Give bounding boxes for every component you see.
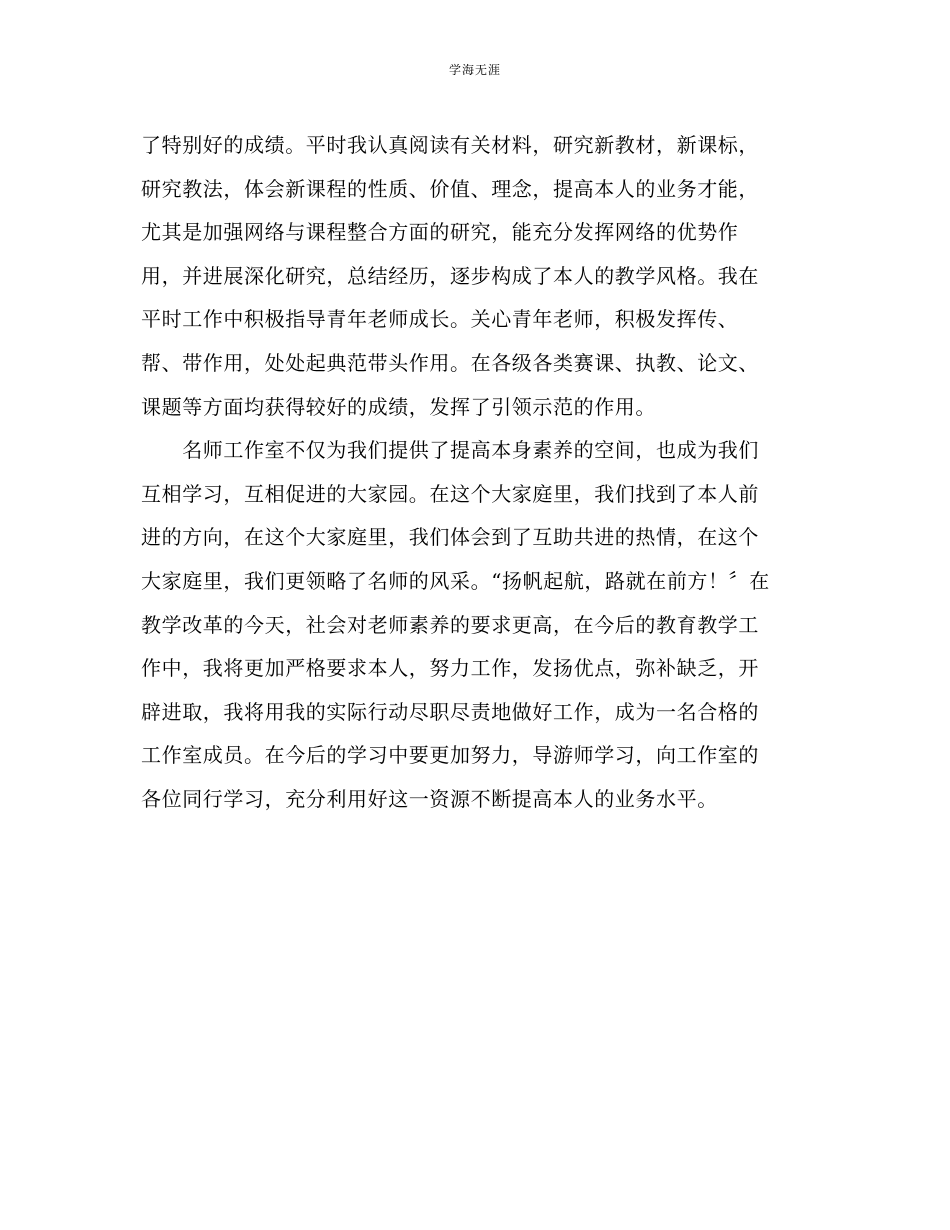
text-line: 名师工作室不仅为我们提供了提高本身素养的空间，也成为我们 bbox=[141, 438, 759, 463]
page-header: 学海无涯 bbox=[448, 63, 501, 77]
body-text bbox=[141, 124, 821, 822]
text-line: 互相学习，互相促进的大家园。在这个大家庭里，我们找到了本人前 bbox=[141, 481, 759, 506]
text-line: 平时工作中积极指导青年老师成长。关心青年老师，积极发挥传、 bbox=[141, 307, 739, 332]
text-line: 帮、带作用，处处起典范带头作用。在各级各类赛课、执教、论文、 bbox=[141, 350, 759, 375]
text-line: 作中，我将更加严格要求本人，努力工作，发扬优点，弥补缺乏，开 bbox=[141, 656, 759, 681]
text-line: 大家庭里，我们更领略了名师的风采。“扬帆起航，路就在前方！〞在 bbox=[141, 568, 770, 593]
text-line: 教学改革的今天，社会对老师素养的要求更高，在今后的教育教学工 bbox=[141, 612, 759, 637]
text-line: 尤其是加强网络与课程整合方面的研究，能充分发挥网络的优势作 bbox=[141, 220, 739, 245]
text-line: 进的方向，在这个大家庭里，我们体会到了互助共进的热情，在这个 bbox=[141, 525, 759, 550]
text-line: 研究教法，体会新课程的性质、价值、理念，提高本人的业务才能， bbox=[141, 176, 759, 201]
text-line: 各位同行学习，充分利用好这一资源不断提高本人的业务水平。 bbox=[141, 786, 718, 811]
text-line: 用，并进展深化研究，总结经历，逐步构成了本人的教学风格。我在 bbox=[141, 263, 759, 288]
text-line: 工作室成员。在今后的学习中要更加努力，导游师学习，向工作室的 bbox=[141, 743, 759, 768]
text-line: 课题等方面均获得较好的成绩，发挥了引领示范的作用。 bbox=[141, 394, 656, 419]
text-line: 辟进取，我将用我的实际行动尽职尽责地做好工作，成为一名合格的 bbox=[141, 699, 759, 724]
text-line: 了特别好的成绩。平时我认真阅读有关材料，研究新教材，新课标， bbox=[141, 133, 759, 157]
